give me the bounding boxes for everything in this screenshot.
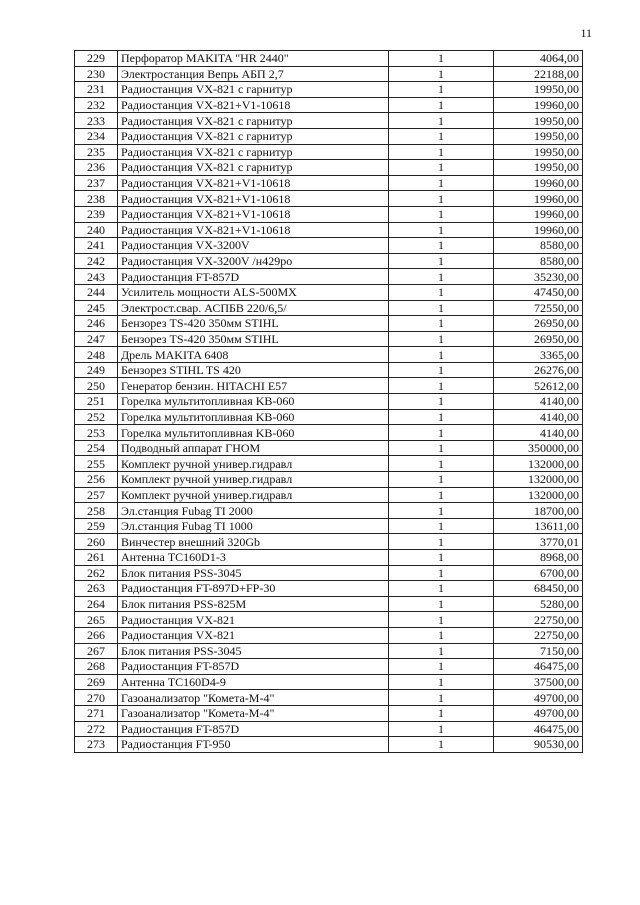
table-row (75, 581, 583, 597)
item-name: Усилитель мощности ALS-500MX (118, 284, 389, 300)
table-row (75, 128, 583, 144)
inventory-table-body (75, 51, 583, 753)
item-quantity: 1 (389, 721, 494, 737)
item-quantity: 1 (389, 643, 494, 659)
item-quantity: 1 (389, 347, 494, 363)
table-row (75, 440, 583, 456)
table-row (75, 331, 583, 347)
item-quantity: 1 (389, 534, 494, 550)
item-name: Блок питания PSS-3045 (118, 643, 389, 659)
table-row (75, 394, 583, 410)
item-quantity: 1 (389, 331, 494, 347)
item-name: Перфоратор MAKITA "HR 2440" (118, 51, 389, 67)
item-quantity: 1 (389, 206, 494, 222)
item-name: Радиостанция VX-821 (118, 627, 389, 643)
item-amount: 68450,00 (494, 581, 583, 597)
item-amount: 350000,00 (494, 440, 583, 456)
item-quantity: 1 (389, 659, 494, 675)
item-name: Комплект ручной универ.гидравл (118, 456, 389, 472)
row-number: 241 (75, 238, 118, 254)
item-amount: 132000,00 (494, 472, 583, 488)
table-row (75, 627, 583, 643)
item-amount: 90530,00 (494, 737, 583, 753)
item-amount: 52612,00 (494, 378, 583, 394)
table-row (75, 51, 583, 67)
table-row (75, 737, 583, 753)
item-amount: 132000,00 (494, 456, 583, 472)
item-quantity: 1 (389, 378, 494, 394)
row-number: 270 (75, 690, 118, 706)
item-amount: 47450,00 (494, 284, 583, 300)
item-amount: 7150,00 (494, 643, 583, 659)
item-name: Антенна TC160D4-9 (118, 674, 389, 690)
item-quantity: 1 (389, 472, 494, 488)
item-quantity: 1 (389, 394, 494, 410)
row-number: 261 (75, 550, 118, 566)
row-number: 229 (75, 51, 118, 67)
item-quantity: 1 (389, 737, 494, 753)
item-name: Газоанализатор "Комета-М-4" (118, 690, 389, 706)
item-quantity: 1 (389, 300, 494, 316)
item-amount: 8968,00 (494, 550, 583, 566)
row-number: 235 (75, 144, 118, 160)
item-name: Электрост.свар. АСПБВ 220/6,5/ (118, 300, 389, 316)
row-number: 248 (75, 347, 118, 363)
item-name: Генератор бензин. HITACHI E57 (118, 378, 389, 394)
item-name: Эл.станция Fubag TI 1000 (118, 518, 389, 534)
row-number: 268 (75, 659, 118, 675)
item-amount: 5280,00 (494, 596, 583, 612)
table-row (75, 222, 583, 238)
table-row (75, 612, 583, 628)
item-name: Радиостанция FT-857D (118, 659, 389, 675)
row-number: 263 (75, 581, 118, 597)
row-number: 247 (75, 331, 118, 347)
table-row (75, 659, 583, 675)
row-number: 254 (75, 440, 118, 456)
item-amount: 132000,00 (494, 487, 583, 503)
item-name: Радиостанция FT-950 (118, 737, 389, 753)
item-name: Радиостанция VX-821+V1-10618 (118, 206, 389, 222)
item-amount: 22750,00 (494, 627, 583, 643)
table-row (75, 66, 583, 82)
row-number: 271 (75, 705, 118, 721)
item-name: Бензорез STIHL TS 420 (118, 362, 389, 378)
item-name: Радиостанция VX-821+V1-10618 (118, 175, 389, 191)
item-amount: 6700,00 (494, 565, 583, 581)
item-name: Бензорез TS-420 350мм STIHL (118, 316, 389, 332)
item-quantity: 1 (389, 97, 494, 113)
item-amount: 46475,00 (494, 659, 583, 675)
item-name: Комплект ручной универ.гидравл (118, 487, 389, 503)
table-row (75, 550, 583, 566)
table-row (75, 284, 583, 300)
item-amount: 19950,00 (494, 144, 583, 160)
row-number: 246 (75, 316, 118, 332)
item-name: Горелка мультитопливная KB-060 (118, 425, 389, 441)
row-number: 231 (75, 82, 118, 98)
item-quantity: 1 (389, 113, 494, 129)
item-quantity: 1 (389, 82, 494, 98)
item-name: Комплект ручной универ.гидравл (118, 472, 389, 488)
row-number: 240 (75, 222, 118, 238)
item-amount: 3365,00 (494, 347, 583, 363)
item-amount: 4140,00 (494, 409, 583, 425)
item-name: Радиостанция VX-821+V1-10618 (118, 191, 389, 207)
item-amount: 19950,00 (494, 160, 583, 176)
item-name: Подводный аппарат ГНОМ (118, 440, 389, 456)
item-quantity: 1 (389, 503, 494, 519)
table-row (75, 596, 583, 612)
item-quantity: 1 (389, 51, 494, 67)
row-number: 245 (75, 300, 118, 316)
table-row (75, 144, 583, 160)
row-number: 239 (75, 206, 118, 222)
item-name: Блок питания PSS-825M (118, 596, 389, 612)
table-row (75, 503, 583, 519)
item-name: Радиостанция VX-821 с гарнитур (118, 82, 389, 98)
table-row (75, 113, 583, 129)
table-row (75, 721, 583, 737)
item-name: Радиостанция VX-821 с гарнитур (118, 128, 389, 144)
row-number: 234 (75, 128, 118, 144)
item-amount: 4064,00 (494, 51, 583, 67)
row-number: 252 (75, 409, 118, 425)
item-amount: 26276,00 (494, 362, 583, 378)
item-name: Бензорез TS-420 350мм STIHL (118, 331, 389, 347)
row-number: 242 (75, 253, 118, 269)
inventory-table (74, 50, 583, 753)
item-name: Горелка мультитопливная KB-060 (118, 394, 389, 410)
item-amount: 46475,00 (494, 721, 583, 737)
item-amount: 19960,00 (494, 175, 583, 191)
item-quantity: 1 (389, 238, 494, 254)
item-name: Электростанция Вепрь АБП 2,7 (118, 66, 389, 82)
item-amount: 4140,00 (494, 394, 583, 410)
item-quantity: 1 (389, 456, 494, 472)
item-quantity: 1 (389, 440, 494, 456)
table-row (75, 565, 583, 581)
table-row (75, 674, 583, 690)
item-quantity: 1 (389, 253, 494, 269)
item-amount: 18700,00 (494, 503, 583, 519)
item-name: Радиостанция VX-3200V (118, 238, 389, 254)
item-amount: 8580,00 (494, 238, 583, 254)
item-quantity: 1 (389, 425, 494, 441)
item-amount: 3770,01 (494, 534, 583, 550)
item-amount: 19960,00 (494, 206, 583, 222)
item-amount: 19950,00 (494, 128, 583, 144)
item-quantity: 1 (389, 222, 494, 238)
table-row (75, 191, 583, 207)
item-name: Радиостанция VX-3200V /н429ро (118, 253, 389, 269)
item-amount: 35230,00 (494, 269, 583, 285)
item-quantity: 1 (389, 269, 494, 285)
item-quantity: 1 (389, 627, 494, 643)
item-quantity: 1 (389, 690, 494, 706)
table-row (75, 378, 583, 394)
table-row (75, 238, 583, 254)
table-row (75, 518, 583, 534)
item-amount: 22750,00 (494, 612, 583, 628)
item-name: Радиостанция VX-821+V1-10618 (118, 222, 389, 238)
table-row (75, 347, 583, 363)
item-name: Радиостанция VX-821 с гарнитур (118, 113, 389, 129)
item-name: Блок питания PSS-3045 (118, 565, 389, 581)
item-quantity: 1 (389, 612, 494, 628)
table-row (75, 269, 583, 285)
item-name: Эл.станция Fubag TI 2000 (118, 503, 389, 519)
table-row (75, 97, 583, 113)
item-quantity: 1 (389, 674, 494, 690)
row-number: 255 (75, 456, 118, 472)
item-name: Газоанализатор "Комета-М-4" (118, 705, 389, 721)
row-number: 251 (75, 394, 118, 410)
item-quantity: 1 (389, 565, 494, 581)
table-row (75, 82, 583, 98)
row-number: 260 (75, 534, 118, 550)
item-name: Дрель MAKITA 6408 (118, 347, 389, 363)
row-number: 266 (75, 627, 118, 643)
item-name: Радиостанция FT-857D (118, 721, 389, 737)
row-number: 258 (75, 503, 118, 519)
row-number: 250 (75, 378, 118, 394)
row-number: 262 (75, 565, 118, 581)
row-number: 233 (75, 113, 118, 129)
row-number: 230 (75, 66, 118, 82)
item-name: Винчестер внешний 320Gb (118, 534, 389, 550)
table-row (75, 472, 583, 488)
table-row (75, 253, 583, 269)
row-number: 267 (75, 643, 118, 659)
item-amount: 19950,00 (494, 113, 583, 129)
item-quantity: 1 (389, 191, 494, 207)
item-quantity: 1 (389, 581, 494, 597)
row-number: 237 (75, 175, 118, 191)
item-name: Радиостанция VX-821 (118, 612, 389, 628)
table-row (75, 362, 583, 378)
item-quantity: 1 (389, 362, 494, 378)
table-row (75, 425, 583, 441)
item-name: Радиостанция VX-821 с гарнитур (118, 144, 389, 160)
item-quantity: 1 (389, 66, 494, 82)
item-quantity: 1 (389, 487, 494, 503)
row-number: 253 (75, 425, 118, 441)
item-amount: 72550,00 (494, 300, 583, 316)
item-quantity: 1 (389, 409, 494, 425)
row-number: 232 (75, 97, 118, 113)
item-amount: 8580,00 (494, 253, 583, 269)
item-amount: 19960,00 (494, 222, 583, 238)
item-name: Радиостанция FT-897D+FP-30 (118, 581, 389, 597)
item-quantity: 1 (389, 705, 494, 721)
item-name: Горелка мультитопливная KB-060 (118, 409, 389, 425)
table-row (75, 300, 583, 316)
row-number: 264 (75, 596, 118, 612)
item-name: Радиостанция VX-821 с гарнитур (118, 160, 389, 176)
table-row (75, 705, 583, 721)
item-name: Радиостанция FT-857D (118, 269, 389, 285)
table-row (75, 643, 583, 659)
table-row (75, 316, 583, 332)
item-quantity: 1 (389, 550, 494, 566)
item-name: Антенна TC160D1-3 (118, 550, 389, 566)
row-number: 249 (75, 362, 118, 378)
row-number: 265 (75, 612, 118, 628)
table-row (75, 206, 583, 222)
row-number: 244 (75, 284, 118, 300)
page-number: 11 (580, 26, 592, 40)
row-number: 273 (75, 737, 118, 753)
item-amount: 19960,00 (494, 97, 583, 113)
item-amount: 49700,00 (494, 690, 583, 706)
item-quantity: 1 (389, 284, 494, 300)
table-row (75, 409, 583, 425)
table-row (75, 175, 583, 191)
table-row (75, 690, 583, 706)
item-name: Радиостанция VX-821+V1-10618 (118, 97, 389, 113)
row-number: 269 (75, 674, 118, 690)
table-row (75, 534, 583, 550)
item-amount: 37500,00 (494, 674, 583, 690)
row-number: 257 (75, 487, 118, 503)
item-quantity: 1 (389, 144, 494, 160)
table-row (75, 487, 583, 503)
item-quantity: 1 (389, 596, 494, 612)
item-amount: 19960,00 (494, 191, 583, 207)
item-amount: 4140,00 (494, 425, 583, 441)
table-row (75, 160, 583, 176)
table-row (75, 456, 583, 472)
row-number: 243 (75, 269, 118, 285)
item-quantity: 1 (389, 316, 494, 332)
row-number: 256 (75, 472, 118, 488)
row-number: 238 (75, 191, 118, 207)
item-quantity: 1 (389, 175, 494, 191)
item-amount: 19950,00 (494, 82, 583, 98)
item-amount: 26950,00 (494, 316, 583, 332)
item-quantity: 1 (389, 160, 494, 176)
item-quantity: 1 (389, 518, 494, 534)
row-number: 259 (75, 518, 118, 534)
item-quantity: 1 (389, 128, 494, 144)
row-number: 272 (75, 721, 118, 737)
item-amount: 26950,00 (494, 331, 583, 347)
item-amount: 22188,00 (494, 66, 583, 82)
row-number: 236 (75, 160, 118, 176)
item-amount: 49700,00 (494, 705, 583, 721)
item-amount: 13611,00 (494, 518, 583, 534)
